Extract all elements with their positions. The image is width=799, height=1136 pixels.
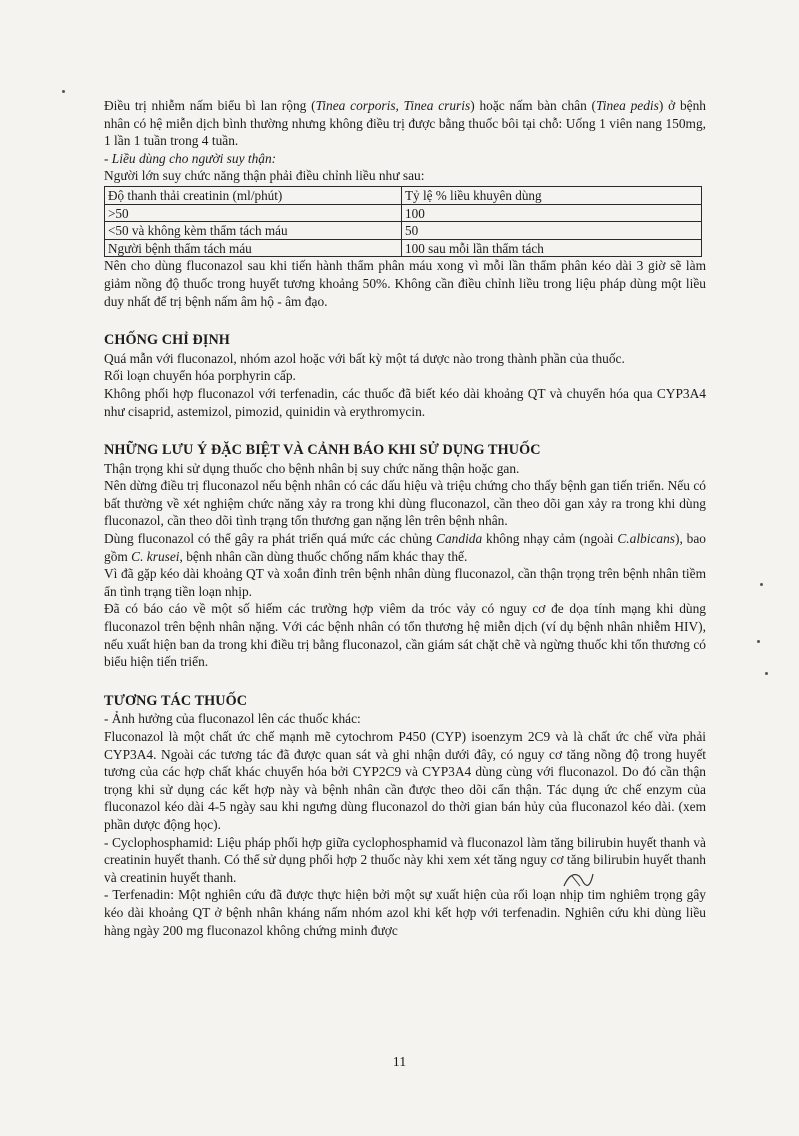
after-table-paragraph: Nên cho dùng fluconazol sau khi tiến hành thẩm phân máu xong vì mỗi lần thẩm phân kéo dài 3 giờ sẽ làm giảm nồng độ thuốc trong huyết tương khoảng 50%. Không cần điều chỉnh liều trong liệu pháp dùng một liều duy nhất để trị bệnh nấm âm hộ - âm đạo. (104, 258, 706, 309)
section-heading-warnings: NHỮNG LƯU Ý ĐẶC BIỆT VÀ CẢNH BÁO KHI SỬ DỤNG THUỐC (104, 442, 541, 459)
document-page (104, 97, 706, 939)
renal-text: Người lớn suy chức năng thận phải điều chỉnh liều như sau: (104, 168, 425, 184)
scan-speck (62, 90, 65, 93)
table-row (105, 204, 702, 222)
interaction-subheading: - Ảnh hưởng của fluconazol lên các thuốc khác: (104, 711, 361, 727)
text-run: ) hoặc nấm bàn chân ( (470, 98, 597, 113)
table-cell: <50 và không kèm thẩm tách máu (105, 222, 402, 240)
dose-table (104, 186, 702, 257)
scan-speck (760, 583, 763, 586)
warning-paragraph: Thận trọng khi sử dụng thuốc cho bệnh nhân bị suy chức năng thận hoặc gan. (104, 460, 520, 476)
contra-item: Rối loạn chuyển hóa porphyrin cấp. (104, 368, 296, 384)
table-cell: 100 (402, 204, 702, 222)
table-cell: 100 sau mỗi lần thẩm tách (402, 239, 702, 257)
table-cell: Người bệnh thẩm tách máu (105, 239, 402, 257)
table-header-row (105, 186, 702, 204)
warning-paragraph: Nên dừng điều trị fluconazol nếu bệnh nhân có các dấu hiệu và triệu chứng cho thấy bệnh gan tiến triển. Nếu có bất thường về xét nghiệm chức năng xảy ra trong khi dùng fluconazol, cần theo dõi gan xảy ra trong khi dùng fluconazol, cần theo dõi tình trạng tổn thương gan nặng lên trên bệnh nhân. (104, 478, 706, 529)
warning-paragraph: Vì đã gặp kéo dài khoảng QT và xoắn đỉnh trên bệnh nhân dùng fluconazol, cần thận trọng trên bệnh nhân tiềm ẩn tình trạng tiền loạn nhịp. (104, 566, 706, 599)
handwritten-mark-icon (560, 868, 596, 890)
italic-term: Tinea pedis (596, 98, 659, 113)
contra-item: Quá mẫn với fluconazol, nhóm azol hoặc với bất kỳ một tá dược nào trong thành phần của thuốc. (104, 350, 625, 366)
scan-speck (757, 640, 760, 643)
table-header-cell: Độ thanh thải creatinin (ml/phút) (105, 186, 402, 204)
interaction-paragraph: Fluconazol là một chất ức chế mạnh mẽ cytochrom P450 (CYP) isoenzym 2C9 và là chất ức chế vừa phải CYP3A4. Ngoài các tương tác đã được quan sát và ghi nhận dưới đây, có nguy cơ tăng nồng độ trong huyết tương của các hợp chất khác chuyển hóa bởi CYP2C9 và CYP3A4 dùng cùng với fluconazol. Do đó cần thận trọng khi sử dụng các kết hợp này và bệnh nhân cần được theo dõi cẩn thận. Tác dụng ức chế enzym của fluconazol kéo dài 4-5 ngày sau khi ngưng dùng fluconazol do thời gian bán hủy của fluconazol kéo dài. (xem phần dược động học). (104, 729, 706, 832)
text-run: ) ở bệnh nhân có hệ miễn dịch bình thường nhưng không điều trị được bằng thuốc bôi tại chỗ: Uống 1 viên nang 150mg, 1 lần 1 tuần trong 4 tuần. (104, 98, 707, 149)
section-heading-contraindications: CHỐNG CHỈ ĐỊNH (104, 332, 230, 349)
scan-speck (765, 672, 768, 675)
italic-term: Candida (436, 531, 483, 547)
warning-paragraph (104, 530, 706, 565)
table-row (105, 239, 702, 257)
table-row (105, 222, 702, 240)
contra-item: Không phối hợp fluconazol với terfenadin, các thuốc đã biết kéo dài khoảng QT và chuyển hóa qua CYP3A4 như cisaprid, astemizol, pimozid, quinidin và erythromycin. (104, 385, 706, 419)
interaction-paragraph: - Cyclophosphamid: Liệu pháp phối hợp giữa cyclophosphamid và fluconazol làm tăng bilirubin huyết thanh và creatinin huyết thanh. Có thể sử dụng phối hợp 2 thuốc này khi xem xét tăng nguy cơ tăng bilirubin huyết thanh và creatinin huyết thanh. (104, 834, 706, 885)
table-header-cell: Tỷ lệ % liều khuyên dùng (402, 186, 702, 204)
interaction-paragraph: - Terfenadin: Một nghiên cứu đã được thực hiện bởi một sự xuất hiện của rối loạn nhịp tim nghiêm trọng gây kéo dài khoảng QT ở bệnh nhân kháng nấm nhóm azol khi kết hợp với terfenadin. Nghiên cứu khi dùng liều hàng ngày 200 mg fluconazol không chứng minh được (104, 887, 706, 938)
italic-term: Tinea corporis, Tinea cruris (315, 98, 471, 113)
page-number: 11 (392, 1055, 407, 1070)
italic-subheading: - Liều dùng cho người suy thận: (104, 150, 277, 166)
text-run: Dùng fluconazol có thể gây ra phát triển quá mức các chủng (104, 531, 437, 547)
intro-paragraph (104, 97, 706, 150)
italic-term: C.albicans (617, 531, 676, 547)
text-run: ), bao gồm (104, 531, 706, 564)
text-run: Điều trị nhiễm nấm biểu bì lan rộng ( (104, 98, 316, 113)
renal-label (104, 150, 706, 168)
text-run: không nhạy cảm (ngoài (482, 531, 618, 547)
table-cell: 50 (402, 222, 702, 240)
italic-term: C. krusei (131, 548, 180, 564)
text-run: , bệnh nhân cần dùng thuốc chống nấm khác thay thế. (179, 548, 468, 564)
section-heading-interactions: TƯƠNG TÁC THUỐC (104, 692, 248, 709)
warning-paragraph: Đã có báo cáo về một số hiếm các trường hợp viêm da tróc vảy có nguy cơ đe dọa tính mạng khi dùng fluconazol trên bệnh nhân nặng. Với các bệnh nhân có tổn thương hệ miễn dịch (ví dụ bệnh nhân nhiễm HIV), nếu xuất hiện ban da trong khi điều trị bằng fluconazol, cần giám sát chặt chẽ và ngừng thuốc khi tổn thương có biểu hiện tiến triển. (104, 601, 706, 670)
table-cell: >50 (105, 204, 402, 222)
